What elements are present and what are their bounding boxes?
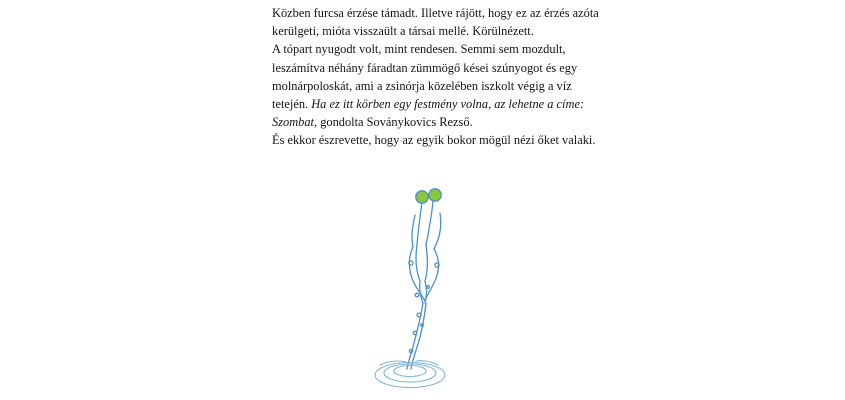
snail-eyestalks-drawing bbox=[370, 175, 490, 395]
body-text bbox=[272, 4, 602, 150]
eye-right-icon bbox=[429, 189, 441, 201]
paragraph-2 bbox=[272, 40, 602, 131]
paragraph-1 bbox=[272, 4, 602, 40]
illustration-figure bbox=[370, 175, 490, 395]
paragraph-2-run-3: , gondolta Soványkovics Rezső. bbox=[314, 115, 473, 130]
paragraph-2-run-1: A tópart nyugodt volt, mint rendesen. Semmi sem mozdult, leszámítva néhány fáradtan zümmögő kései szúnyogot és egy molnárpoloskát, ami a zsinórja közelében iszkolt végig a víz tetején. bbox=[272, 42, 578, 112]
paragraph-3-run-1: És ekkor észrevette, hogy az egyik bokor mögül nézi őket valaki. bbox=[272, 133, 596, 148]
paragraph-2-run-2-italic: Ha ez itt körben egy festmény volna, az lehetne a címe: Szombat bbox=[272, 97, 585, 130]
eye-left-icon bbox=[416, 191, 428, 203]
paragraph-3 bbox=[272, 131, 602, 149]
paragraph-1-run-1: Közben furcsa érzése támadt. Illetve rájött, hogy ez az érzés azóta kerülgeti, mióta visszaült a társai mellé. Körülnézett. bbox=[272, 6, 599, 39]
